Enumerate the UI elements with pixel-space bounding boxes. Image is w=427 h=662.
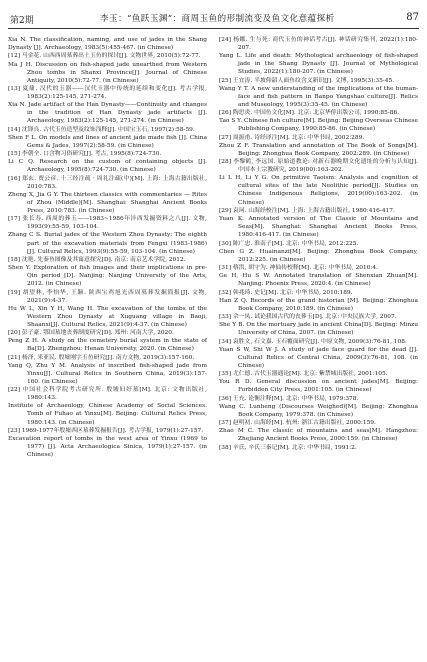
reference-english: Chen G Z. Huainanzi[M]. Beijing: Zhonghua Book Company, 2012:225. (in Chinese) bbox=[219, 248, 418, 263]
reference-number: [26] bbox=[219, 110, 231, 117]
reference-english: Tao S Y. Chinese fish culture[M]. Beijing: Beijing Overseas Chinese Publishing Company, 1990:85-86. (in Chinese) bbox=[219, 118, 418, 133]
reference-english: Zhang C S. Burial jades of the Western Zhou Dynasty: The eighth part of the excavation materials from Fengxi (1983-1986) [J]. Cultural Relics, 1993(9):55-59, 103-104. (in Chinese) bbox=[8, 232, 207, 255]
reference-number: [37] bbox=[219, 420, 231, 427]
reference-entry bbox=[8, 329, 207, 353]
header-rule bbox=[8, 28, 419, 29]
reference-entry bbox=[219, 158, 418, 206]
reference-english: Institute of Archaeology, Chinese Academy of Social Sciences. Tomb of Fuhao at Yinxu[M]. Beijing: Cultural Relics Press, 1980:143. (in Chinese) bbox=[8, 403, 207, 426]
reference-chinese: 赵明初. 山海经[M]. 杭州: 浙江古籍出版社, 2000:159. bbox=[232, 420, 376, 427]
reference-entry bbox=[8, 150, 207, 174]
reference-number: [31] bbox=[219, 265, 231, 272]
reference-english: Yang L. Life and death: Mythological archaeology of fish-shaped jade in the Shang Dynasty [J]. Journal of Mythological Studies, 2022(1):180-207. (in Chinese) bbox=[219, 53, 418, 76]
reference-english: Li C Q. Research on the custom of containing objects [J]. Archaeology, 1995(8):724-730. (in Chinese) bbox=[8, 159, 207, 174]
reference-chinese: 韩兆琦. 史记[M]. 北京: 中华书局, 2010:189. bbox=[232, 289, 353, 296]
reference-number: [28] bbox=[219, 159, 231, 166]
reference-english: Ma J H. Discussion on fish-shaped jade unearthed from Western Zhou tombs in Shanxi Province[J]. Journal of Chinese Antiquity, 2010(5):72-77. (in Chinese) bbox=[8, 61, 207, 84]
reference-number: [29] bbox=[219, 207, 231, 214]
reference-entry bbox=[8, 386, 207, 426]
reference-chinese: 辛氏. 辛氏三秦记[M]. 北京: 中华书局, 1991:2. bbox=[232, 444, 357, 451]
reference-chinese: 郑玄. 贾公彦. 十三经注疏 · 周礼注疏(中)[M]. 上海: 上海古籍出版社, 2010:783. bbox=[22, 175, 207, 190]
issue-number: 第2期 bbox=[10, 16, 34, 26]
reference-number: [19] bbox=[8, 289, 20, 296]
reference-number: [16] bbox=[8, 175, 20, 182]
reference-entry bbox=[8, 52, 207, 84]
reference-entry bbox=[219, 207, 418, 239]
reference-entry bbox=[219, 444, 418, 452]
reference-number: [35] bbox=[219, 371, 231, 378]
reference-chinese: 沈锋良. 古代玉鱼造型及纹饰浅释[J]. 中国宝玉石, 1997(2):58-59. bbox=[21, 126, 195, 133]
reference-entry bbox=[219, 338, 418, 370]
reference-chinese: 彭子豪. 鄂国墓地丧葬制度研究[D]. 郑州: 河南大学, 2020. bbox=[21, 330, 174, 337]
reference-entry bbox=[8, 256, 207, 288]
reference-entry bbox=[8, 175, 207, 215]
reference-entry bbox=[219, 109, 418, 133]
reference-entry bbox=[219, 77, 418, 109]
reference-entry bbox=[8, 427, 207, 459]
reference-chinese: 张长寿. 西周的葬玉——1983~1986年沣西发掘资料之八[J]. 文物, 1993(9):55-59, 103-104. bbox=[22, 216, 207, 231]
reference-entry bbox=[8, 126, 207, 150]
reference-chinese: 袁珂. 山海经校注[M]. 上海: 上海古籍出版社, 1980:416-417. bbox=[232, 207, 395, 214]
reference-english: Shen F L. On models and lines of ancient jade made fish [J]. China Gems & Jades, 1997(2):58-59. (in Chinese) bbox=[8, 134, 207, 149]
reference-english: Zhao M C. The classic of mountains and seas[M]. Hangzhou: Zhejiang Ancient Books Press, 2000:159. (in Chinese) bbox=[219, 428, 418, 443]
page-number: 87 bbox=[406, 12, 419, 23]
reference-entry bbox=[8, 85, 207, 125]
reference-number: [22] bbox=[8, 387, 20, 394]
reference-number: [30] bbox=[219, 240, 231, 247]
reference-chinese: 周振甫. 诗经译注[M]. 北京: 中华书局, 2002:289. bbox=[232, 134, 365, 141]
running-title: 李玉：“鱼跃玉渊”：商周玉鱼的形制流变及鱼文化意蕴探析 bbox=[100, 14, 335, 24]
reference-english: Xia N. The classification, naming, and use of jades in the Shang Dynasty [J]. Archaeology, 1983(5):455-467. (in Chinese) bbox=[8, 37, 207, 52]
reference-number: [36] bbox=[219, 395, 231, 402]
reference-entry bbox=[8, 354, 207, 386]
reference-number: [21] bbox=[8, 354, 20, 361]
reference-english: Yuan S W, Shi W J. A study of jade face guard for the dead [J]. Cultural Relics of Central China, 2009(3):76-81, 108. (in Chinese) bbox=[219, 346, 418, 369]
reference-chinese: 陈广忠. 淮南子[M]. 北京: 中华书局, 2012:225. bbox=[232, 240, 359, 247]
reference-entry bbox=[219, 419, 418, 443]
page-header bbox=[0, 0, 427, 34]
reference-number: [23] bbox=[8, 427, 20, 434]
reference-chinese: 蔡洪, 胡守为. 神仙传校释[M]. 北京: 中华书局, 2010:4. bbox=[232, 265, 379, 272]
reference-chinese: 袁胜文, 石文嘉. 玉石覆面研究[J]. 中原文物, 2009(3):76-81, 108. bbox=[232, 338, 407, 345]
reference-continuation bbox=[8, 36, 207, 52]
reference-chinese: 杨泽, 米亚民. 殷墟刚字玉鱼研究[J]. 南方文物, 2019(3):157-160. bbox=[21, 354, 195, 361]
reference-entry bbox=[219, 264, 418, 288]
reference-chinese: 王充. 论衡注释[M]. 北京: 中华书局, 1979:378. bbox=[232, 395, 359, 402]
reference-english: Xia N. Jade artifact of the Han Dynasty——Continuity and changes in the tradition of Han Dynasty jade artifacts [J]. Archaeology, 1983(2):125-145, 271-274. (in Chinese) bbox=[8, 102, 207, 125]
reference-english: Shen Y. Exploration of fish images and their implications in pre-Qin period [D]. Nanjing: Nanjing University of the Arts, 2012. (in Chinese) bbox=[8, 265, 207, 288]
reference-number: [12] bbox=[8, 53, 20, 60]
references-left-column bbox=[8, 36, 207, 656]
reference-entry bbox=[219, 313, 418, 337]
reference-english: Hu W L, Xin Y H, Wang H. The excavation of the tombs of the Western Zhou Dynasty at Xuguang village in Baoji, Shaanxi[J]. Cultural Relics, 2021(9):4-37. (in Chinese) bbox=[8, 305, 207, 328]
reference-entry bbox=[219, 395, 418, 419]
reference-chinese: 马金花. 山西西周墓葬出土玉鱼的探讨[J]. 文物世界, 2010(5):72-77. bbox=[21, 53, 201, 60]
reference-english: Excavation report of tombs in the west area of Yinxu (1969 to 1977) [J]. Acta Archaeologica Sinica, 1979(1):27-157. (in Chinese) bbox=[8, 435, 207, 459]
reference-english: Wang C. Lunheng (Discourses Weighed)[M]. Beijing: Zhonghua Book Company, 1979:378. (in Chinese) bbox=[219, 403, 418, 418]
reference-number: [38] bbox=[219, 444, 231, 451]
reference-english: You R D. General discussion on ancient jades[M]. Beijing: Forbidden City Press, 2001:105. (in Chinese) bbox=[219, 379, 418, 394]
reference-chinese: 杨娜. 生与死: 商代玉鱼的神话考古[J]. 神话研究集刊, 2022(1):180-207. bbox=[233, 37, 418, 52]
reference-english: She Y B. On the mortuary jade in ancient China[D]. Beijing: Minzu University of China, 2007. (in Chinese) bbox=[219, 322, 418, 337]
reference-chinese: 夏鼐. 汉代的玉器——汉代玉器中传统的延续和变化[J]. 考古学报, 1983(2):125-145, 271-274. bbox=[22, 86, 207, 101]
reference-chinese: 1969-1977年殷墟西区墓葬发掘报告[J]. 考古学报, 1979(1):27-157. bbox=[21, 427, 204, 434]
reference-entry bbox=[219, 370, 418, 394]
reference-number: [33] bbox=[219, 314, 231, 321]
reference-number: [15] bbox=[8, 151, 20, 158]
reference-chinese: 陶思炎. 中国鱼文化[M]. 北京: 北京华侨出版公司, 1990:85-86. bbox=[232, 110, 400, 117]
reference-number: [14] bbox=[8, 126, 20, 133]
references-right-column bbox=[219, 36, 418, 656]
reference-chinese: 沈艳. 先秦鱼图像及其寓意探究[D]. 南京: 南京艺术学院, 2012. bbox=[21, 257, 186, 263]
reference-english: Ge H, Hu S W. Annotated translation of Shenxian Zhuan[M]. Nanjing: Phoenix Press, 2020:4. (in Chinese) bbox=[219, 273, 418, 288]
reference-entry bbox=[8, 289, 207, 329]
reference-number: [25] bbox=[219, 77, 231, 84]
reference-chinese: 王宜涛. 半坡仰韶人面鱼纹含义新识[J]. 文博, 1995(3):35-45. bbox=[232, 77, 395, 84]
reference-english: Zheng X, Jia G Y. The thirteen classics with commentaries — Rites of Zhou (Middle)[M]. Shanghai: Shanghai Ancient Books Press, 2010:783. (in Chinese) bbox=[8, 191, 207, 214]
reference-chinese: 李黎鹤, 李远国. 原始道教论: 对新石器晚期文化遗址的分析与认知[J]. 中国本土宗教研究, 2019(00):163-202. bbox=[233, 159, 418, 174]
reference-number: [18] bbox=[8, 257, 20, 263]
reference-number: [34] bbox=[219, 338, 231, 345]
reference-entry bbox=[8, 215, 207, 255]
reference-entry bbox=[219, 240, 418, 264]
reference-number: [32] bbox=[219, 289, 231, 296]
reference-chinese: 李朝全. 口含物习俗研究[J]. 考古, 1995(8):724-730. bbox=[21, 151, 162, 158]
reference-number: [24] bbox=[219, 37, 231, 43]
reference-entry bbox=[219, 289, 418, 313]
reference-chinese: 佘一凤. 试论我国古代的丧葬玉[D]. 北京: 中央民族大学, 2007. bbox=[232, 314, 397, 321]
reference-number: [13] bbox=[8, 86, 20, 93]
reference-entry bbox=[219, 36, 418, 76]
reference-english: Peng Z H. A study on the cemetery burial system in the state of Ba[D]. Zhengzhou: Henan University, 2020. (in Chinese) bbox=[8, 338, 207, 353]
reference-english: Wang Y T. A new understanding of the implications of the human-face and fish pattern in Banpo Yangshao culture[J]. Relics and Museology, 1995(3):35-45. (in Chinese) bbox=[219, 85, 418, 108]
reference-chinese: 胡望林, 李怡华, 王颖. 陕西宝鸡旭光西周墓葬发掘简报[J]. 文物, 2021(9):4-37. bbox=[22, 289, 207, 304]
reference-number: [27] bbox=[219, 134, 231, 141]
reference-chinese: 尤仁德. 古代玉器通论[M]. 北京: 紫禁城出版社, 2001:105. bbox=[232, 371, 388, 378]
reference-chinese: 中国社会科学院考古研究所. 殷墟妇好墓[M]. 北京: 文物出版社, 1980:143. bbox=[22, 387, 207, 402]
reference-english: Zhou Z F. Translation and annotation of The Book of Songs[M]. Beijing: Zhonghua Book Company, 2002:289. (in Chinese) bbox=[219, 142, 418, 157]
reference-number: [17] bbox=[8, 216, 20, 223]
reference-english: Yuan K. Annotated version of The Classic of Mountains and Seas[M]. Shanghai: Shanghai Ancient Books Press, 1980:416-417. (in Chinese) bbox=[219, 215, 418, 239]
reference-number: [20] bbox=[8, 330, 20, 337]
reference-english: Yang Q, Zhu Y M. Analysis of inscribed fish-shaped jade from Yinxu[J]. Cultural Relics in Southern China, 2019(3):157-160. (in Chinese) bbox=[8, 362, 207, 385]
reference-entry bbox=[219, 134, 418, 158]
reference-english: Li L H, Li Y G. On primitive Taoism: Analysis and cognition of cultural sites of the late Neolithic period[J]. Studies on Chinese Indigenous Religions, 2019(00):163-202. (in Chinese) bbox=[219, 175, 418, 206]
reference-english: Han Z Q. Records of the grand historian [M]. Beijing: Zhonghua Book Company, 2010:189. (in Chinese) bbox=[219, 297, 418, 312]
